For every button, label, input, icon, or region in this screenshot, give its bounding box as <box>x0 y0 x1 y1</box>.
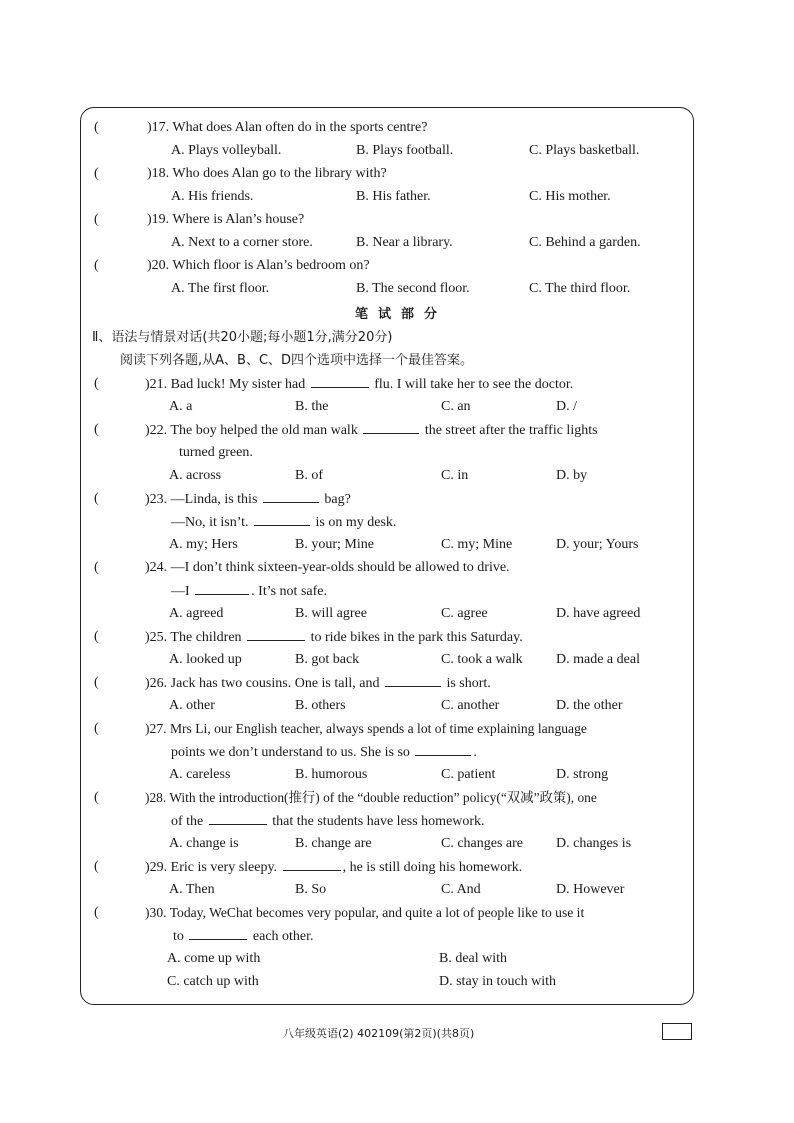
answer-paren[interactable]: ( <box>94 422 99 437</box>
option-a[interactable]: A. across <box>169 468 222 483</box>
question-17: )17. What does Alan often do in the sports centre? <box>147 120 428 135</box>
option-c[interactable]: C. agree <box>441 606 488 621</box>
option-a[interactable]: A. The first floor. <box>171 281 270 296</box>
answer-blank[interactable] <box>415 743 471 756</box>
option-c[interactable]: C. catch up with <box>167 974 259 989</box>
option-a[interactable]: A. come up with <box>167 951 261 966</box>
option-a[interactable]: A. Plays volleyball. <box>171 143 282 158</box>
option-b[interactable]: B. The second floor. <box>356 281 470 296</box>
option-b[interactable]: B. will agree <box>295 606 367 621</box>
option-b[interactable]: B. Plays football. <box>356 143 454 158</box>
answer-paren[interactable]: ( <box>94 859 99 874</box>
answer-paren[interactable]: ( <box>94 258 99 273</box>
option-d[interactable]: D. your; Yours <box>556 537 639 552</box>
option-a[interactable]: A. Next to a corner store. <box>171 235 313 250</box>
option-c[interactable]: C. an <box>441 399 471 414</box>
question-24-cont: —I . It’s not safe. <box>171 584 327 599</box>
option-d[interactable]: D. the other <box>556 698 623 713</box>
answer-paren[interactable]: ( <box>94 376 99 391</box>
option-a[interactable]: A. His friends. <box>171 189 254 204</box>
answer-paren[interactable]: ( <box>94 675 99 690</box>
answer-blank[interactable] <box>195 582 249 595</box>
question-30: )30. Today, WeChat becomes very popular, and quite a lot of people like to use it <box>145 905 585 920</box>
option-c[interactable]: C. And <box>441 882 481 897</box>
option-c[interactable]: C. Plays basketball. <box>529 143 640 158</box>
answer-paren[interactable]: ( <box>94 560 99 575</box>
answer-blank[interactable] <box>209 812 267 825</box>
part2-heading: Ⅱ、语法与情景对话(共20小题;每小题1分,满分20分) <box>92 330 393 345</box>
option-b[interactable]: B. So <box>295 882 327 897</box>
option-b[interactable]: B. your; Mine <box>295 537 374 552</box>
option-a[interactable]: A. other <box>169 698 215 713</box>
option-b[interactable]: B. His father. <box>356 189 431 204</box>
answer-blank[interactable] <box>363 421 419 434</box>
question-27: )27. Mrs Li, our English teacher, always spends a lot of time explaining language <box>145 721 587 736</box>
option-d[interactable]: D. / <box>556 399 577 414</box>
question-30-cont: to each other. <box>173 929 314 944</box>
option-d[interactable]: D. made a deal <box>556 652 640 667</box>
question-18: )18. Who does Alan go to the library with? <box>147 166 387 181</box>
option-d[interactable]: D. strong <box>556 767 609 782</box>
answer-blank[interactable] <box>189 927 247 940</box>
page-footer: 八年级英语(2) 402109(第2页)(共8页) <box>283 1027 475 1040</box>
answer-paren[interactable]: ( <box>94 120 99 135</box>
question-25: )25. The children to ride bikes in the park this Saturday. <box>145 630 523 645</box>
section-title: 笔试部分 <box>355 307 448 322</box>
question-21: )21. Bad luck! My sister had flu. I will take her to see the doctor. <box>145 377 574 392</box>
question-23: )23. —Linda, is this bag? <box>145 492 351 507</box>
option-b[interactable]: B. others <box>295 698 346 713</box>
option-c[interactable]: C. changes are <box>441 836 524 851</box>
option-c[interactable]: C. in <box>441 468 469 483</box>
option-a[interactable]: A. a <box>169 399 193 414</box>
answer-paren[interactable]: ( <box>94 721 99 736</box>
option-d[interactable]: D. changes is <box>556 836 632 851</box>
score-box <box>662 1023 692 1040</box>
option-b[interactable]: B. of <box>295 468 323 483</box>
option-c[interactable]: C. Behind a garden. <box>529 235 641 250</box>
option-c[interactable]: C. The third floor. <box>529 281 631 296</box>
option-d[interactable]: D. stay in touch with <box>439 974 557 989</box>
option-b[interactable]: B. change are <box>295 836 372 851</box>
option-c[interactable]: C. patient <box>441 767 496 782</box>
question-28: )28. With the introduction(推行) of the “double reduction” policy(“双减”政策), one <box>145 790 597 805</box>
answer-blank[interactable] <box>263 490 319 503</box>
question-23-cont: —No, it isn’t. is on my desk. <box>171 515 397 530</box>
option-a[interactable]: A. careless <box>169 767 231 782</box>
option-a[interactable]: A. change is <box>169 836 239 851</box>
option-b[interactable]: B. deal with <box>439 951 508 966</box>
option-c[interactable]: C. another <box>441 698 500 713</box>
part2-instruction: 阅读下列各题,从A、B、C、D四个选项中选择一个最佳答案。 <box>120 353 474 368</box>
option-c[interactable]: C. His mother. <box>529 189 611 204</box>
option-c[interactable]: C. took a walk <box>441 652 523 667</box>
question-26: )26. Jack has two cousins. One is tall, and is short. <box>145 676 491 691</box>
option-a[interactable]: A. agreed <box>169 606 224 621</box>
option-b[interactable]: B. humorous <box>295 767 368 782</box>
question-20: )20. Which floor is Alan’s bedroom on? <box>147 258 370 273</box>
question-28-cont: of the that the students have less homework. <box>171 814 485 829</box>
answer-paren[interactable]: ( <box>94 629 99 644</box>
answer-paren[interactable]: ( <box>94 790 99 805</box>
answer-paren[interactable]: ( <box>94 166 99 181</box>
question-22-cont: turned green. <box>179 445 253 460</box>
option-d[interactable]: D. However <box>556 882 625 897</box>
answer-blank[interactable] <box>385 674 441 687</box>
option-b[interactable]: B. got back <box>295 652 360 667</box>
answer-blank[interactable] <box>283 858 341 871</box>
question-29: )29. Eric is very sleepy. , he is still doing his homework. <box>145 860 523 875</box>
question-27-cont: points we don’t understand to us. She is so . <box>171 745 477 760</box>
option-c[interactable]: C. my; Mine <box>441 537 513 552</box>
answer-paren[interactable]: ( <box>94 905 99 920</box>
option-d[interactable]: D. by <box>556 468 588 483</box>
question-22: )22. The boy helped the old man walk the street after the traffic lights <box>145 423 598 438</box>
answer-paren[interactable]: ( <box>94 491 99 506</box>
option-a[interactable]: A. looked up <box>169 652 242 667</box>
question-19: )19. Where is Alan’s house? <box>147 212 305 227</box>
answer-blank[interactable] <box>247 628 305 641</box>
option-a[interactable]: A. Then <box>169 882 215 897</box>
answer-blank[interactable] <box>254 513 310 526</box>
option-d[interactable]: D. have agreed <box>556 606 641 621</box>
option-a[interactable]: A. my; Hers <box>169 537 238 552</box>
answer-blank[interactable] <box>311 375 369 388</box>
answer-paren[interactable]: ( <box>94 212 99 227</box>
option-b[interactable]: B. Near a library. <box>356 235 453 250</box>
question-24: )24. —I don’t think sixteen-year-olds should be allowed to drive. <box>145 560 510 575</box>
option-b[interactable]: B. the <box>295 399 329 414</box>
